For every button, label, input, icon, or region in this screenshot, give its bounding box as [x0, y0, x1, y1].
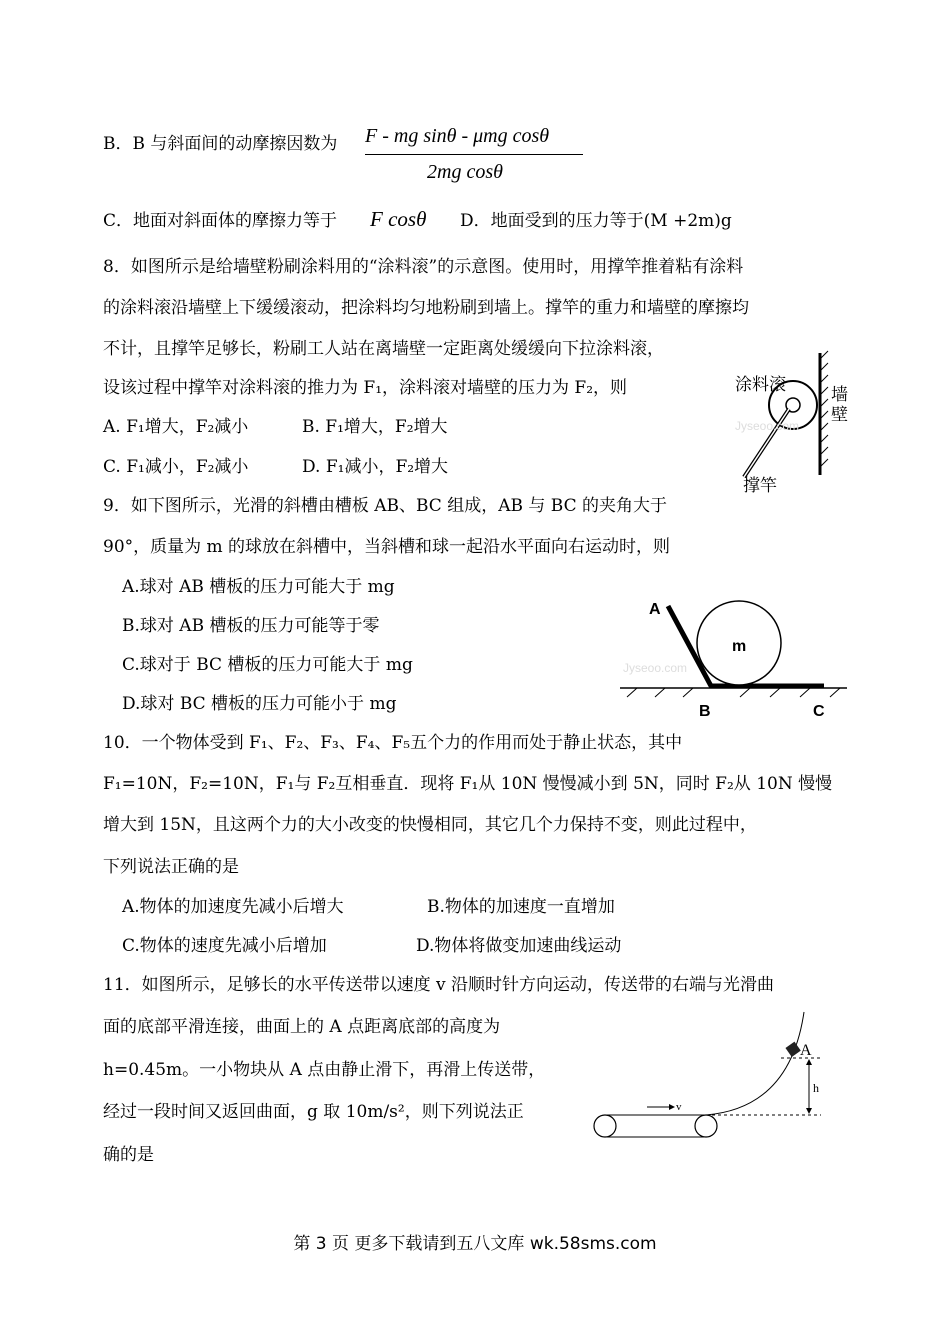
fraction-denominator: 2mg cosθ	[427, 161, 503, 183]
velocity-arrowhead	[669, 1104, 675, 1110]
curved-surface	[706, 1012, 804, 1115]
roller-label: 涂料滚	[735, 375, 786, 395]
ball-mass-label: m	[732, 638, 747, 655]
q8-option-d: D. F₁减小，F₂增大	[302, 457, 449, 477]
page-footer: 第 3 页 更多下载请到五八文库 wk.58sms.com	[293, 1234, 657, 1254]
q8-option-a: A. F₁增大，F₂减小	[103, 417, 249, 437]
q11-line-5: 确的是	[103, 1145, 154, 1165]
q10-line-4: 下列说法正确的是	[103, 857, 239, 877]
pole-label: 撑竿	[743, 476, 777, 495]
q11-line-3: h=0.45m。一小物块从 A 点由静止滑下，再滑上传送带，	[103, 1060, 546, 1080]
wall-label-2: 壁	[831, 405, 848, 425]
height-label: h	[813, 1081, 819, 1095]
velocity-label: v	[676, 1101, 682, 1113]
q8-option-c: C. F₁减小，F₂减小	[103, 457, 249, 477]
ground-hatching	[627, 688, 840, 697]
q7-option-b-fraction	[365, 125, 585, 189]
q11-line-2: 面的底部平滑连接，曲面上的 A 点距离底部的高度为	[103, 1017, 501, 1037]
q8-line-2: 的涂料滚沿墙壁上下缓缓滚动，把涂料均匀地粉刷到墙上。撑竿的重力和墙壁的摩擦均	[103, 298, 749, 318]
q10-line-3: 增大到 15N，且这两个力的大小改变的快慢相同，其它几个力保持不变，则此过程中，	[103, 815, 757, 835]
q9-option-b: B.球对 AB 槽板的压力可能等于零	[122, 616, 380, 636]
q8-line-3: 不计，且撑竿足够长，粉刷工人站在离墙壁一定距离处缓缓向下拉涂料滚，	[103, 339, 664, 359]
point-c-label: C	[813, 703, 825, 720]
q11-line-1: 11．如图所示，足够长的水平传送带以速度 v 沿顺时针方向运动，传送带的右端与光滑曲	[103, 975, 775, 995]
q7-option-d: D．地面受到的压力等于(M +2m)g	[460, 211, 732, 231]
q10-option-c: C.物体的速度先减小后增加	[122, 936, 327, 956]
height-arrowhead-down	[806, 1108, 812, 1114]
small-block	[785, 1042, 800, 1057]
q9-option-d: D.球对 BC 槽板的压力可能小于 mg	[122, 694, 397, 714]
q9-line-1: 9．如下图所示，光滑的斜槽由槽板 AB、BC 组成，AB 与 BC 的夹角大于	[103, 496, 668, 516]
fraction-bar	[365, 154, 583, 155]
q9-line-2: 90°，质量为 m 的球放在斜槽中，当斜槽和球一起沿水平面向右运动时，则	[103, 537, 671, 557]
right-pulley	[695, 1115, 717, 1137]
q8-line-4: 设该过程中撑竿对涂料滚的推力为 F₁，涂料滚对墙壁的压力为 F₂，则	[103, 378, 628, 398]
q10-line-1: 10．一个物体受到 F₁、F₂、F₃、F₄、F₅五个力的作用而处于静止状态，其中	[103, 733, 683, 753]
q7-option-b: B．B 与斜面间的动摩擦因数为	[103, 134, 338, 154]
q8-option-b: B. F₁增大，F₂增大	[302, 417, 448, 437]
left-pulley	[594, 1115, 616, 1137]
q7-option-c-expr: F cosθ	[370, 207, 427, 231]
q10-line-2: F₁=10N，F₂=10N，F₁与 F₂互相垂直．现将 F₁从 10N 慢慢减小到 5N，同时 F₂从 10N 慢慢	[103, 774, 833, 794]
paint-roller-figure	[725, 345, 860, 495]
q10-option-d: D.物体将做变加速曲线运动	[416, 936, 622, 956]
q10-option-b: B.物体的加速度一直增加	[427, 897, 615, 917]
figure-watermark: Jyseoo.com	[623, 661, 688, 675]
q9-option-a: A.球对 AB 槽板的压力可能大于 mg	[122, 577, 395, 597]
wall-label-1: 墙	[831, 385, 848, 405]
q9-option-c: C.球对于 BC 槽板的压力可能大于 mg	[122, 655, 413, 675]
figure-watermark: Jyseoo.com	[735, 419, 800, 433]
q7-option-c: C．地面对斜面体的摩擦力等于	[103, 211, 338, 231]
trough-ball-figure	[615, 592, 855, 722]
point-a-label: A	[800, 1042, 812, 1059]
q11-line-4: 经过一段时间又返回曲面，g 取 10m/s²，则下列说法正	[103, 1102, 524, 1122]
q10-option-a: A.物体的加速度先减小后增大	[122, 897, 344, 917]
point-b-label: B	[699, 703, 711, 720]
q8-line-1: 8．如图所示是给墙壁粉刷涂料用的“涂料滚”的示意图。使用时，用撑竿推着粘有涂料	[103, 257, 744, 277]
height-arrowhead-up	[806, 1059, 812, 1065]
point-a-label: A	[649, 601, 661, 618]
conveyor-figure	[585, 1010, 830, 1145]
fraction-numerator: F - mg sinθ - μmg cosθ	[365, 125, 550, 147]
